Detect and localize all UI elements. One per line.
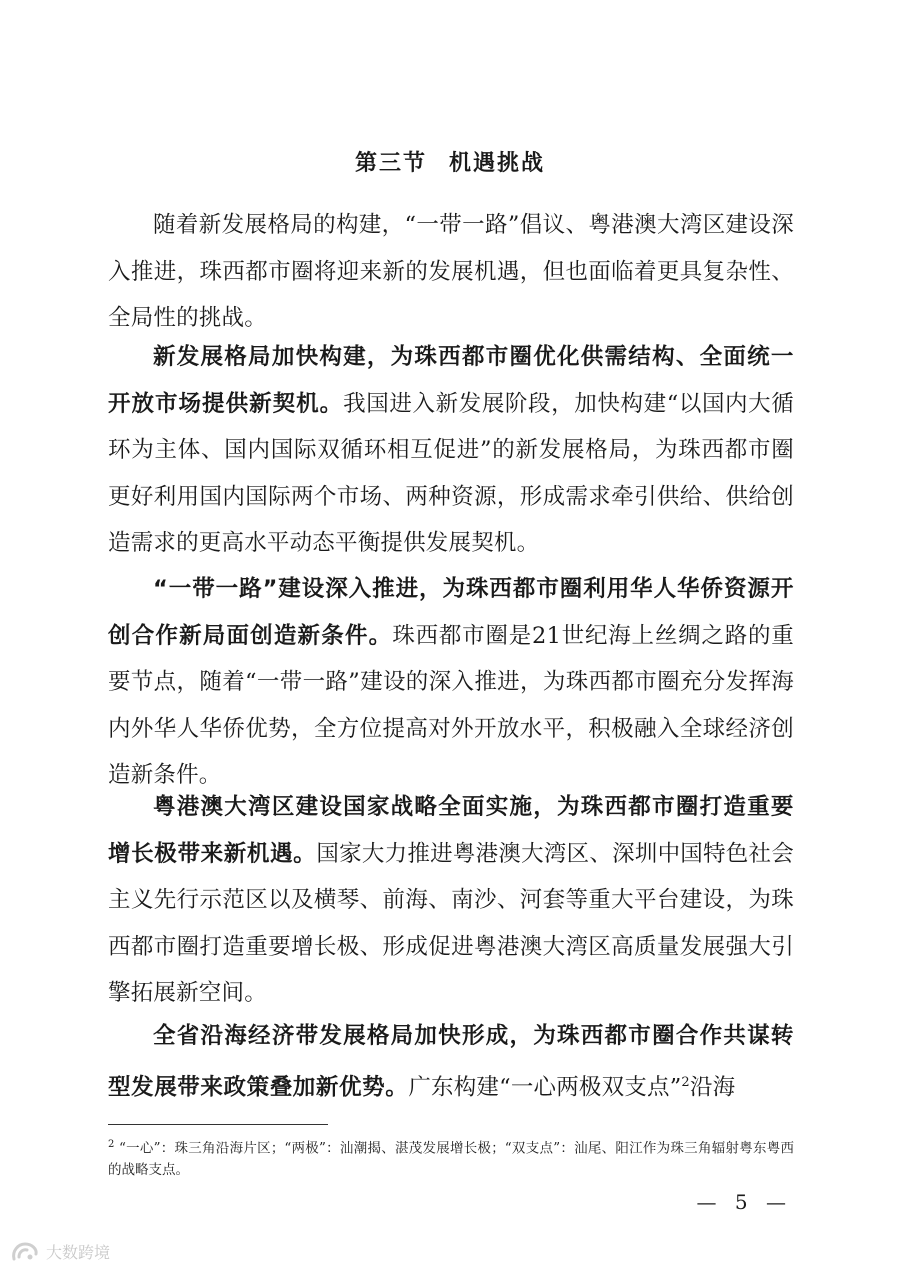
footnote-marker: 2: [108, 1139, 115, 1150]
footnote-reference[interactable]: 2: [681, 1074, 690, 1090]
paragraph-4: [108, 784, 794, 1017]
paragraph-5-text: 广东构建“一心两极双支点”: [408, 1074, 682, 1101]
brand-logo-icon: [10, 1241, 40, 1263]
paragraph-2-lead: 新发展格局加快构建，为珠西都市圈优化供需结构、全面统一开放市场提供新契机。: [108, 344, 794, 417]
paragraph-5-lead: 全省沿海经济带发展格局加快形成，为珠西都市圈合作共谋转型发展带来政策叠加新优势。: [108, 1023, 794, 1101]
paragraph-5-text-continued: 沿海: [689, 1074, 736, 1101]
paragraph-1-text: 随着新发展格局的构建，“一带一路”倡议、粤港澳大湾区建设深入推进，珠西都市圈将迎来新的发展机遇，但也面临着更具复杂性、全局性的挑战。: [108, 212, 794, 332]
page-number: — 5 —: [696, 1190, 792, 1214]
section-heading: 机遇挑战: [449, 151, 546, 176]
paragraph-2-text: 我国进入新发展阶段，加快构建“以国内大循环为主体、国内国际双循环相互促进”的新发展格局，为珠西都市圈更好利用国内国际两个市场、两种资源，形成需求牵引供给、供给创造需求的更高水平动态平衡提供发展契机。: [108, 390, 794, 557]
paragraph-3-lead: “一带一路”建设深入推进，为珠西都市圈利用华人华侨资源开创合作新局面创造新条件。: [108, 576, 794, 649]
paragraph-3: [108, 566, 794, 799]
section-number: 第三节: [354, 151, 427, 176]
watermark-text: 大数跨境: [46, 1243, 111, 1262]
footnote: [108, 1134, 794, 1181]
watermark: [10, 1240, 110, 1263]
paragraph-3-text: 珠西都市圈是21世纪海上丝绸之路的重要节点，随着“一带一路”建设的深入推进，为珠西都市圈充分发挥海内外华人华侨优势，全方位提高对外开放水平，积极融入全球经济创造新条件。: [108, 622, 795, 789]
paragraph-2: [108, 334, 794, 567]
paragraph-4-text: 国家大力推进粤港澳大湾区、深圳中国特色社会主义先行示范区以及横琴、前海、南沙、河套等重大平台建设，为珠西都市圈打造重要增长极、形成促进粤港澳大湾区高质量发展强大引擎拓展新空间。: [108, 840, 795, 1007]
paragraph-1: [108, 202, 794, 342]
section-title: [0, 146, 900, 177]
footnote-text: “一心”：珠三角沿海片区；“两极”：汕潮揭、湛茂发展增长极；“双支点”：汕尾、阳江作为珠三角辐射粤东粤西的战略支点。: [108, 1140, 794, 1178]
paragraph-5: [108, 1013, 794, 1111]
footnote-divider: [108, 1124, 328, 1125]
paragraph-4-lead: 粤港澳大湾区建设国家战略全面实施，为珠西都市圈打造重要增长极带来新机遇。: [108, 794, 794, 867]
